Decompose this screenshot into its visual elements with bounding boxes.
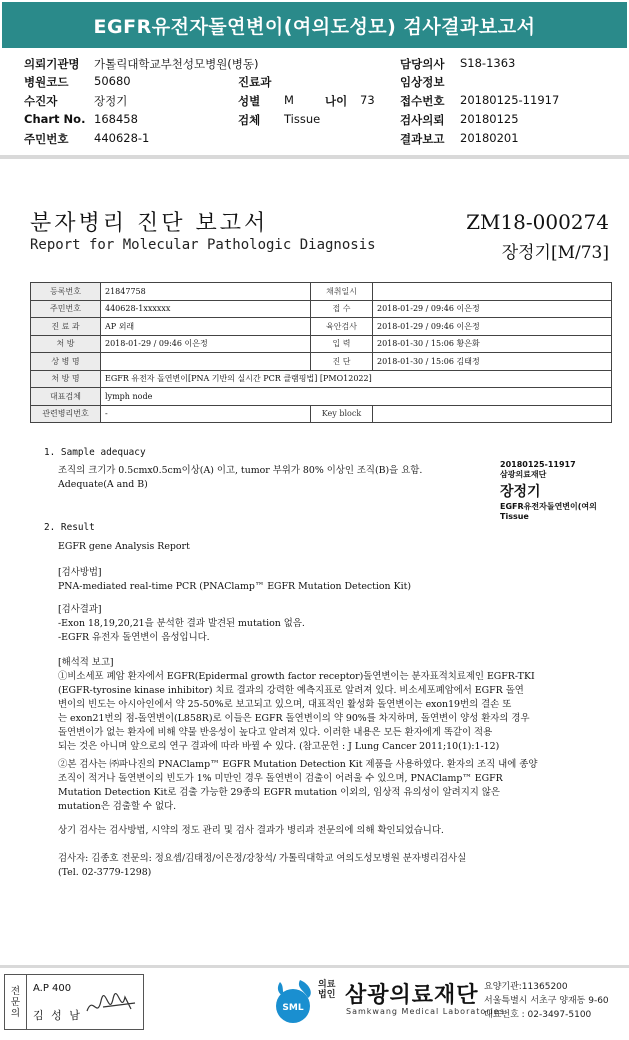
table-row (31, 335, 612, 353)
sml-logo-icon (270, 976, 316, 1026)
sign-name: 김 성 남 (33, 1009, 82, 1022)
sticker-specimen: Tissue (500, 512, 529, 521)
specimen-sticker (500, 460, 628, 521)
table-cell (373, 283, 612, 301)
receipt-no-label: 접수번호 (400, 94, 445, 108)
sticker-org: 삼광의료재단 (500, 470, 547, 479)
interp-paragraph-2 (58, 758, 537, 814)
institution-label: 의뢰기관명 (24, 57, 80, 71)
section-2-subtitle: EGFR gene Analysis Report (58, 541, 190, 552)
result-line-2: -EGFR 유전자 돌연변이 음성입니다. (58, 632, 210, 643)
interp-line: 되는 것은 아니며 앞으로의 연구 결과에 따라 바뀔 수 있다. (참고문헌 : J Lung Cancer 2011;10(1):1-12) (58, 741, 500, 752)
table-cell: AP 외래 (101, 318, 311, 336)
sign-vertical-char: 의 (10, 1007, 21, 1019)
dept-label: 진료과 (238, 75, 272, 89)
table-header-cell: 등록번호 (31, 283, 101, 301)
sticker-patient: 장정기 (500, 484, 541, 500)
receipt-no-value: 20180125-11917 (460, 93, 560, 107)
examiner-text: 검사자: 김종호 전문의: 정요셉/김태정/이은정/강창석/ 가톨릭대학교 여의도성모병원 분자병리검사실 (58, 853, 467, 864)
id-value: 440628-1 (94, 131, 150, 145)
institution-value: 가톨릭대학교부천성모병원(병동) (94, 57, 259, 71)
footer-divider (0, 965, 629, 968)
interp-line: 조직이 적거나 돌연변이의 빈도가 1% 미만인 경우 돌연변이 검출이 어려울 수 있으며, PNAClamp™ EGFR (58, 773, 503, 784)
report-patient: 장정기[M/73] (501, 243, 609, 263)
signature-scribble (83, 989, 139, 1021)
method-heading: [검사방법] (58, 567, 102, 578)
interp-line: mutation은 검출할 수 없다. (58, 801, 177, 812)
id-label: 주민번호 (24, 132, 69, 146)
patient-info-table (30, 282, 612, 423)
interp-line: 는 exon21번의 점-돌연변이(L858R)로 이들은 EGFR 돌연변이의 약 90%를 차지하며, 돌연변이 양성 환자의 경우 (58, 713, 530, 724)
org-type-line: 법인 (318, 990, 336, 1000)
logo-text: SML (282, 1003, 304, 1013)
interp-line: ②본 검사는 ㈜파나진의 PNAClamp™ EGFR Mutation Detection Kit 제품을 사용하였다. 환자의 조직 내에 종양 (58, 759, 538, 770)
table-header-cell: 관련병리번호 (31, 405, 101, 423)
tel-text: (Tel. 02-3779-1298) (58, 867, 152, 878)
result-line-1: -Exon 18,19,20,21을 분석한 결과 발견된 mutation 없음. (58, 618, 305, 629)
table-header-cell: 진 료 과 (31, 318, 101, 336)
table-header-cell: 상 병 명 (31, 353, 101, 371)
table-cell: lymph node (101, 388, 612, 406)
confirmation-text: 상기 검사는 검사방법, 시약의 정도 관리 및 검사 결과가 병리과 전문의에 의해 확인되었습니다. (58, 825, 444, 836)
sign-vertical-label (5, 975, 27, 1029)
table-cell: 2018-01-30 / 15:06 김태정 (373, 353, 612, 371)
doctor-value: S18-1363 (460, 56, 516, 70)
table-cell: 440628-1xxxxxx (101, 300, 311, 318)
org-name-en: Samkwang Medical Laboratories (346, 1007, 505, 1016)
table-row (31, 318, 612, 336)
specimen-label: 검체 (238, 113, 261, 127)
table-header-cell: 주민번호 (31, 300, 101, 318)
report-number: ZM18-000274 (466, 210, 609, 234)
interp-line: 돌연변이가 없는 환자에 비해 약물 반응성이 높다고 알려져 있다. 이러한 내용은 모든 환자에게 똑같이 적용 (58, 727, 493, 738)
sign-code: A.P 400 (33, 983, 72, 994)
hospital-code-label: 병원코드 (24, 75, 69, 89)
org-type-line: 의료 (318, 980, 336, 990)
table-row (31, 300, 612, 318)
report-title-en: Report for Molecular Pathologic Diagnosis (30, 237, 376, 253)
table-cell (101, 353, 311, 371)
request-label: 검사의뢰 (400, 113, 445, 127)
interp-line: 변이의 빈도는 아시아인에서 약 25-50%로 보고되고 있으며, 대표적인 활성화 돌연변이는 exon19번의 결손 또 (58, 699, 512, 710)
table-header-cell: 접 수 (311, 300, 373, 318)
table-cell: 2018-01-29 / 09:46 이은정 (373, 300, 612, 318)
table-cell: - (101, 405, 311, 423)
table-header-cell: 처 방 명 (31, 370, 101, 388)
result-heading: [검사결과] (58, 604, 102, 615)
section-2-title: 2. Result (44, 522, 95, 533)
interp-line: Mutation Detection Kit로 검출 가능한 29종의 EGFR mutation 이외의, 임상적 유의성이 알려지지 않은 (58, 787, 500, 798)
table-cell: 21847758 (101, 283, 311, 301)
table-row (31, 283, 612, 301)
table-header-cell: 대표검체 (31, 388, 101, 406)
table-cell: 2018-01-30 / 15:06 황은화 (373, 335, 612, 353)
header-info (0, 52, 629, 150)
sticker-test: EGFR유전자돌연변이(여의 (500, 502, 597, 511)
org-info-line: 요양기관:11365200 (484, 982, 568, 992)
sign-vertical-char: 문 (10, 996, 21, 1008)
header-divider (0, 155, 629, 159)
specimen-value: Tissue (284, 112, 321, 126)
section-1-title: 1. Sample adequacy (44, 447, 146, 458)
org-type (318, 980, 335, 1000)
interp-paragraph-1 (58, 670, 535, 754)
sex-value: M (284, 93, 294, 107)
doctor-label: 담당의사 (400, 57, 445, 71)
interp-line: (EGFR-tyrosine kinase inhibitor) 치료 결과의 강력한 예측지표로 알려져 있다. 비소세포폐암에서 EGFR 돌연 (58, 685, 524, 696)
request-date: 20180125 (460, 112, 519, 126)
report-title-ko: 분자병리 진단 보고서 (30, 211, 269, 236)
table-header-cell: 육안검사 (311, 318, 373, 336)
interp-line: ①비소세포 폐암 환자에서 EGFR(Epidermal growth factor receptor)돌연변이는 분자표적치료제인 EGFR-TKI (58, 671, 535, 682)
hospital-code-value: 50680 (94, 74, 131, 88)
table-cell (373, 405, 612, 423)
sticker-receipt-no: 20180125-11917 (500, 460, 576, 469)
sex-label: 성별 (238, 94, 261, 108)
age-label: 나이 (325, 94, 348, 108)
report-label: 결과보고 (400, 132, 445, 146)
table-row (31, 353, 612, 371)
chart-value: 168458 (94, 112, 138, 126)
section-1-adequate: Adequate(A and B) (58, 479, 148, 490)
table-header-cell: 입 력 (311, 335, 373, 353)
org-info (484, 980, 609, 1022)
patient-value: 장정기 (94, 94, 128, 108)
section-1-text: 조직의 크기가 0.5cmx0.5cm이상(A) 이고, tumor 부위가 80% 이상인 조직(B)을 요함. (58, 465, 423, 476)
patient-label: 수진자 (24, 94, 58, 108)
method-body: PNA-mediated real-time PCR (PNAClamp™ EGFR Mutation Detection Kit) (58, 581, 411, 592)
table-row (31, 405, 612, 423)
table-cell: 2018-01-29 / 09:46 이은정 (373, 318, 612, 336)
page-title: EGFR유전자돌연변이(여의도성모) 검사결과보고서 (2, 2, 627, 48)
chart-label: Chart No. (24, 112, 86, 126)
clinical-label: 임상정보 (400, 75, 445, 89)
table-cell: 2018-01-29 / 09:46 이은정 (101, 335, 311, 353)
org-info-line: 서울특별시 서초구 양재동 9-60 (484, 996, 609, 1006)
table-cell: EGFR 유전자 돌연변이[PNA 기반의 실시간 PCR 클램핑법] [PMO12022] (101, 370, 612, 388)
table-header-cell: 진 단 (311, 353, 373, 371)
table-header-cell: 처 방 (31, 335, 101, 353)
report-date: 20180201 (460, 131, 519, 145)
table-header-cell: Key block (311, 405, 373, 423)
interp-heading: [해석적 보고] (58, 657, 114, 668)
org-name: 삼광의료재단 (345, 983, 479, 1008)
table-header-cell: 채취일시 (311, 283, 373, 301)
org-info-line: 대표번호 : 02-3497-5100 (484, 1010, 592, 1020)
table-row (31, 370, 612, 388)
age-value: 73 (360, 93, 375, 107)
signature-box (4, 974, 144, 1030)
sign-vertical-char: 전 (10, 985, 21, 997)
table-row (31, 388, 612, 406)
